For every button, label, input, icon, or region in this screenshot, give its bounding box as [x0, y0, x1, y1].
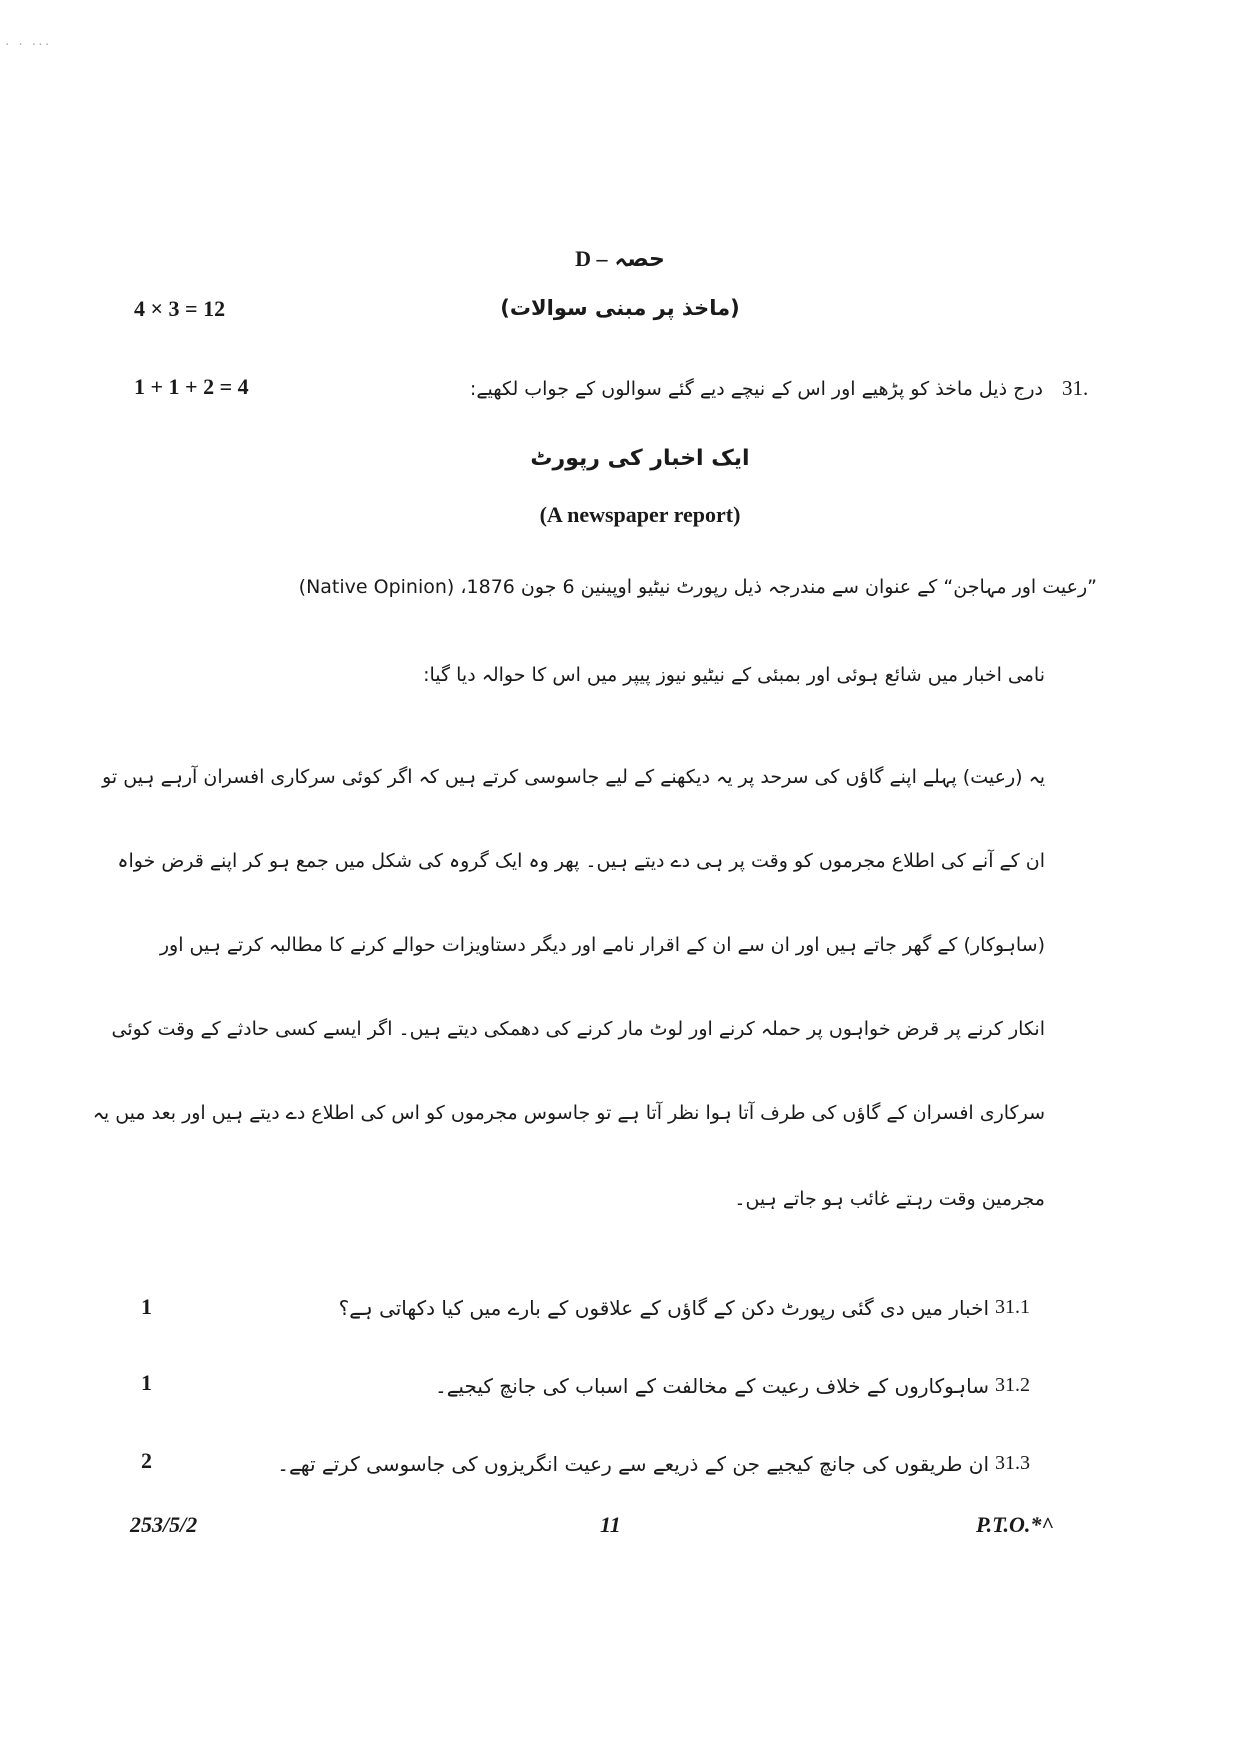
question-marks: 1 + 1 + 2 = 4 — [134, 374, 249, 399]
section-word: حصہ — [614, 247, 665, 272]
passage-line: مجرمین وقت رہتے غائب ہو جاتے ہیں۔ — [734, 1188, 1045, 1210]
passage-line: ان کے آنے کی اطلاع مجرموں کو وقت پر ہی دے دیتے ہیں۔ پھر وہ ایک گروہ کی شکل میں جمع ہو کر اپنے قرض خواہ — [117, 850, 1045, 872]
subquestion-text: اخبار میں دی گئی رپورٹ دکن کے گاؤں کے علاقوں کے بارے میں کیا دکھاتی ہے؟ — [338, 1296, 989, 1320]
passage-line: سرکاری افسران کے گاؤں کی طرف آتا ہوا نظر آتا ہے تو جاسوس مجرموں کو اس کی اطلاع دے دیتے ہیں اور بعد میں یہ — [92, 1102, 1045, 1124]
paper-code: 253/5/2 — [130, 1512, 198, 1537]
passage-line: (ساہوکار) کے گھر جاتے ہیں اور ان سے ان کے اقرار نامے اور دیگر دستاویزات حوالے کرنے کا مطالبہ کرتے ہیں اور — [159, 934, 1045, 956]
subquestion-text: ان طریقوں کی جانچ کیجیے جن کے ذریعے سے رعیت انگریزوں کی جاسوسی کرتے تھے۔ — [277, 1452, 989, 1476]
subquestion-number: 31.1 — [995, 1296, 1030, 1318]
pto-label: P.T.O.*^ — [976, 1512, 1054, 1537]
source-intro-line-1: ”رعیت اور مہاجن“ کے عنوان سے مندرجہ ذیل رپورٹ نیٹیو اوپینین 6 جون 1876، (Native Opinion) — [298, 576, 1097, 598]
source-title-english: (A newspaper report) — [539, 502, 741, 527]
section-heading — [570, 246, 670, 272]
subquestion-number: 31.2 — [995, 1374, 1030, 1396]
section-letter: D – — [575, 246, 608, 271]
subquestion-marks: 1 — [141, 1294, 152, 1319]
question-number: 31. — [1062, 376, 1089, 400]
subquestion-number: 31.3 — [995, 1452, 1030, 1474]
subquestion-marks: 2 — [141, 1448, 152, 1473]
question-instruction: درج ذیل ماخذ کو پڑھیے اور اس کے نیچے دیے گئے سوالوں کے جواب لکھیے: — [469, 378, 1043, 400]
source-title-urdu: ایک اخبار کی رپورٹ — [530, 446, 750, 471]
subquestion-text: ساہوکاروں کے خلاف رعیت کے مخالفت کے اسباب کی جانچ کیجیے۔ — [434, 1374, 989, 1398]
section-marks: 4 × 3 = 12 — [134, 296, 226, 321]
page-number: 11 — [600, 1512, 621, 1537]
section-subtitle: (ماخذ پر مبنی سوالات) — [500, 296, 740, 320]
passage-line: یہ (رعیت) پہلے اپنے گاؤں کی سرحد پر یہ دیکھنے کے لیے جاسوسی کرتے ہیں کہ اگر کوئی سرکاری افسران آرہے ہیں تو — [102, 766, 1045, 788]
scan-corner-mark: · · ··· — [4, 38, 51, 51]
passage-line: انکار کرنے پر قرض خواہوں پر حملہ کرنے اور لوٹ مار کرنے کی دھمکی دیتے ہیں۔ اگر ایسے کسی حادثے کے وقت کوئی — [111, 1018, 1045, 1040]
subquestion-marks: 1 — [141, 1370, 152, 1395]
source-intro-line-2: نامی اخبار میں شائع ہوئی اور بمبئی کے نیٹیو نیوز پیپر میں اس کا حوالہ دیا گیا: — [423, 664, 1045, 686]
